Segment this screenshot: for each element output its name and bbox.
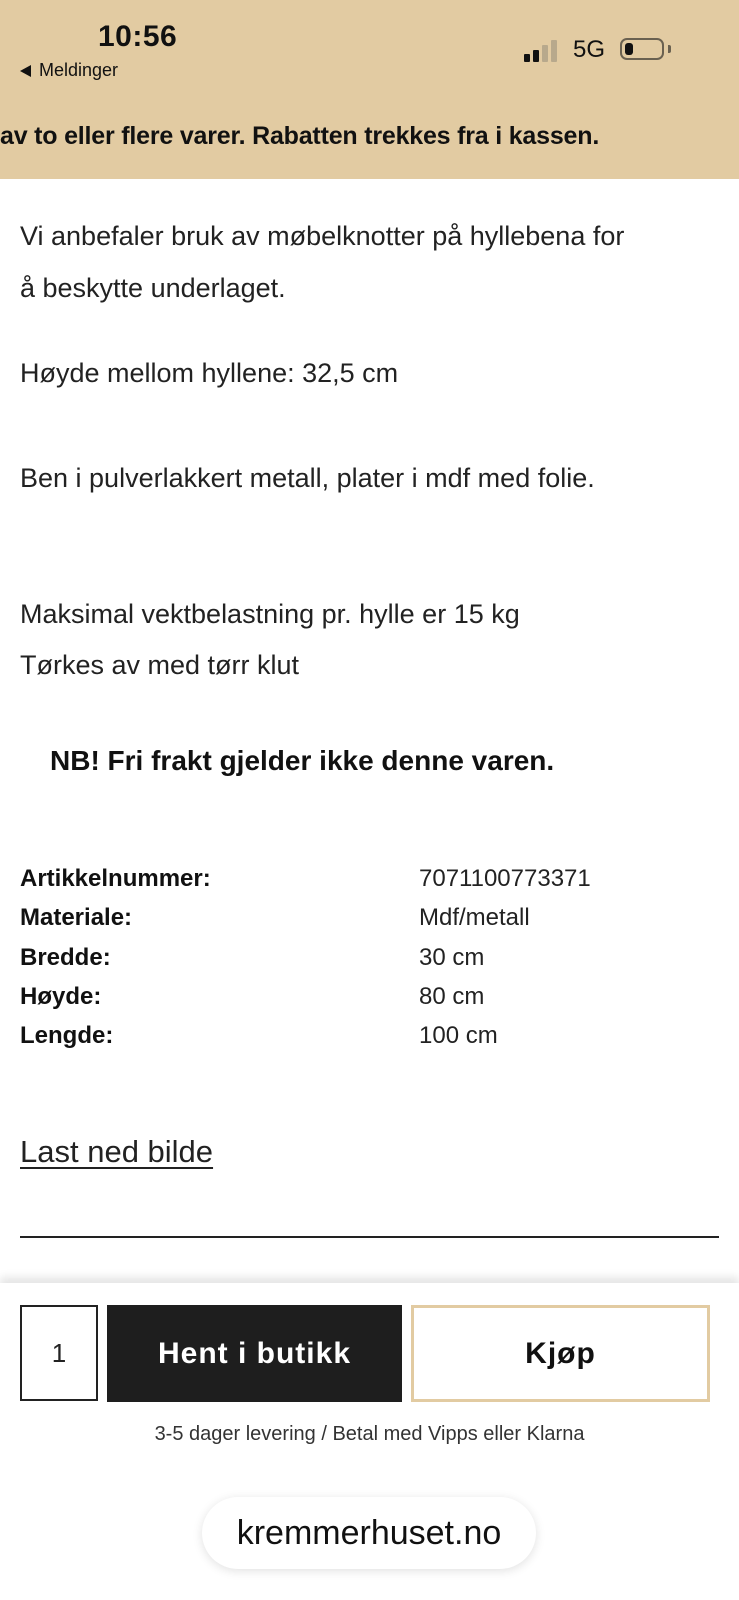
signal-strength-icon: [524, 40, 562, 62]
quantity-input[interactable]: 1: [20, 1305, 98, 1401]
description-line: Vi anbefaler bruk av møbelknotter på hyllebena for: [20, 221, 625, 251]
spec-label: Materiale:: [20, 904, 133, 931]
browser-url-bar[interactable]: kremmerhuset.no: [202, 1497, 536, 1569]
top-header: [0, 0, 739, 179]
description-line: Maksimal vektbelastning pr. hylle er 15 kg: [20, 599, 520, 629]
description-line: Ben i pulverlakkert metall, plater i mdf med folie.: [20, 463, 595, 493]
description-line: Tørkes av med tørr klut: [20, 650, 300, 680]
divider: [20, 1236, 719, 1238]
spec-value: 100 cm: [419, 1022, 498, 1049]
spec-value: Mdf/metall: [419, 904, 530, 931]
pickup-in-store-button[interactable]: Hent i butikk: [107, 1305, 402, 1402]
status-time: 10:56: [98, 20, 178, 53]
battery-icon: [620, 38, 664, 60]
network-type: 5G: [573, 36, 606, 63]
promo-banner: av to eller flere varer. Rabatten trekkes fra i kassen.: [0, 122, 600, 150]
buy-bar: [0, 1283, 739, 1600]
spec-value: 7071100773371: [419, 865, 591, 892]
spec-value: 80 cm: [419, 983, 485, 1010]
buy-button[interactable]: Kjøp: [411, 1305, 710, 1402]
spec-label: Lengde:: [20, 1022, 114, 1049]
spec-value: 30 cm: [419, 944, 485, 971]
description-line: Høyde mellom hyllene: 32,5 cm: [20, 358, 399, 388]
download-image-link[interactable]: Last ned bilde: [20, 1134, 214, 1169]
spec-label: Høyde:: [20, 983, 102, 1010]
back-arrow-icon: [20, 65, 31, 77]
description-line: å beskytte underlaget.: [20, 273, 286, 303]
back-label: Meldinger: [39, 60, 119, 80]
spec-label: Artikkelnummer:: [20, 865, 211, 892]
battery-tip-icon: [668, 45, 671, 53]
delivery-info: 3-5 dager levering / Betal med Vipps eller Klarna: [154, 1423, 585, 1445]
back-to-messages[interactable]: [20, 60, 118, 81]
spec-label: Bredde:: [20, 944, 111, 971]
shipping-notice: NB! Fri frakt gjelder ikke denne varen.: [50, 745, 555, 776]
